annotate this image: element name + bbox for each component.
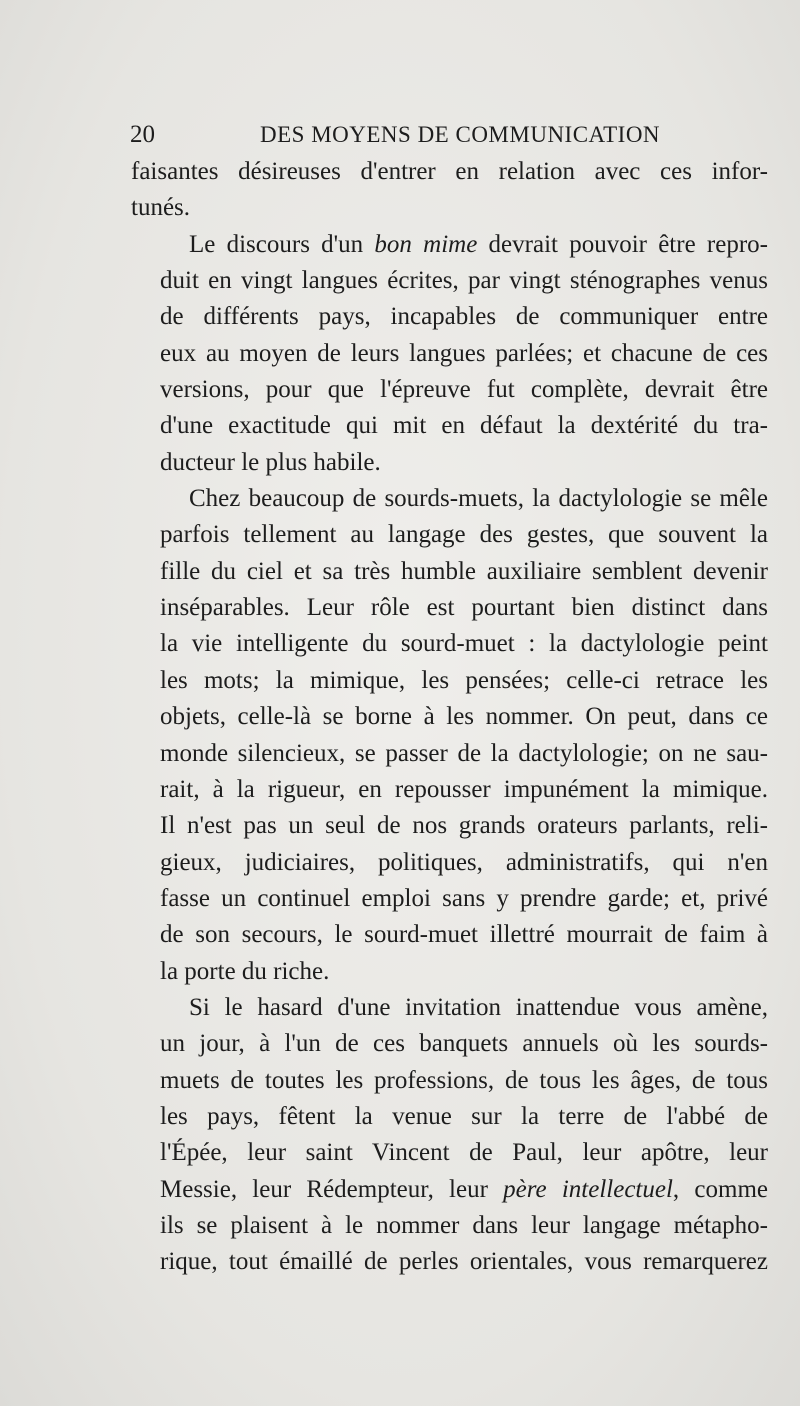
paragraph — [131, 481, 768, 990]
text-line: muets de toutes les professions, de tous les âges, de tous — [160, 1066, 768, 1094]
text-line: de différents pays, incapables de communiquer entre — [160, 303, 768, 331]
text-line: ils se plaisent à le nommer dans leur langage métapho- — [160, 1211, 768, 1239]
paragraph — [131, 227, 768, 481]
running-head: DES MOYENS DE COMMUNICATION — [260, 122, 661, 147]
text-line: gieux, judiciaires, politiques, administratifs, qui n'en — [160, 848, 768, 876]
page-header — [130, 117, 770, 157]
text-line: d'une exactitude qui mit en défaut la dextérité du tra- — [160, 412, 768, 440]
text-line: fasse un continuel emploi sans y prendre garde; et, privé — [160, 884, 768, 912]
text-line: parfois tellement au langage des gestes, que souvent la — [160, 521, 768, 549]
text-line: versions, pour que l'épreuve fut complète, devrait être — [160, 376, 768, 404]
page-number: 20 — [130, 121, 155, 148]
text-line: Messie, leur Rédempteur, leur père intellectuel, comme — [160, 1175, 768, 1203]
text-line: eux au moyen de leurs langues parlées; et chacune de ces — [160, 339, 768, 367]
text-line: de son secours, le sourd-muet illettré mourrait de faim à — [160, 921, 768, 949]
text-line: un jour, à l'un de ces banquets annuels où les sourds- — [160, 1030, 768, 1058]
text-line: ducteur le plus habile. — [160, 448, 381, 476]
italic-text: père intellectuel — [503, 1175, 673, 1203]
text-line: duit en vingt langues écrites, par vingt sténographes venus — [160, 267, 768, 295]
italic-text: bon mime — [374, 230, 478, 258]
text-line: tunés. — [131, 194, 191, 222]
text-line: Il n'est pas un seul de nos grands orateurs parlants, reli- — [160, 812, 768, 840]
paragraph — [131, 990, 768, 1281]
text-line: Si le hasard d'une invitation inattendue vous amène, — [189, 993, 768, 1021]
text-line: rique, tout émaillé de perles orientales, vous remarquerez — [160, 1248, 768, 1276]
text-line: Le discours d'un bon mime devrait pouvoir être repro- — [189, 230, 768, 258]
text-line: les mots; la mimique, les pensées; celle-ci retrace les — [160, 666, 768, 694]
text-line: faisantes désireuses d'entrer en relation avec ces infor- — [131, 158, 768, 185]
body-text — [131, 154, 768, 1281]
text-line: inséparables. Leur rôle est pourtant bien distinct dans — [160, 594, 768, 622]
text-line: monde silencieux, se passer de la dactylologie; on ne sau- — [160, 739, 768, 767]
text-line: la vie intelligente du sourd-muet : la dactylologie peint — [160, 630, 768, 658]
text-line: les pays, fêtent la venue sur la terre de l'abbé de — [160, 1102, 768, 1130]
text-line: rait, à la rigueur, en repousser impunément la mimique. — [160, 775, 768, 803]
paragraph — [131, 154, 768, 227]
text-line: Chez beaucoup de sourds-muets, la dactylologie se mêle — [189, 485, 768, 513]
text-line: fille du ciel et sa très humble auxiliaire semblent devenir — [160, 557, 768, 585]
text-line: objets, celle-là se borne à les nommer. On peut, dans ce — [160, 703, 768, 731]
text-line: l'Épée, leur saint Vincent de Paul, leur apôtre, leur — [160, 1139, 768, 1167]
text-line: la porte du riche. — [160, 957, 330, 985]
